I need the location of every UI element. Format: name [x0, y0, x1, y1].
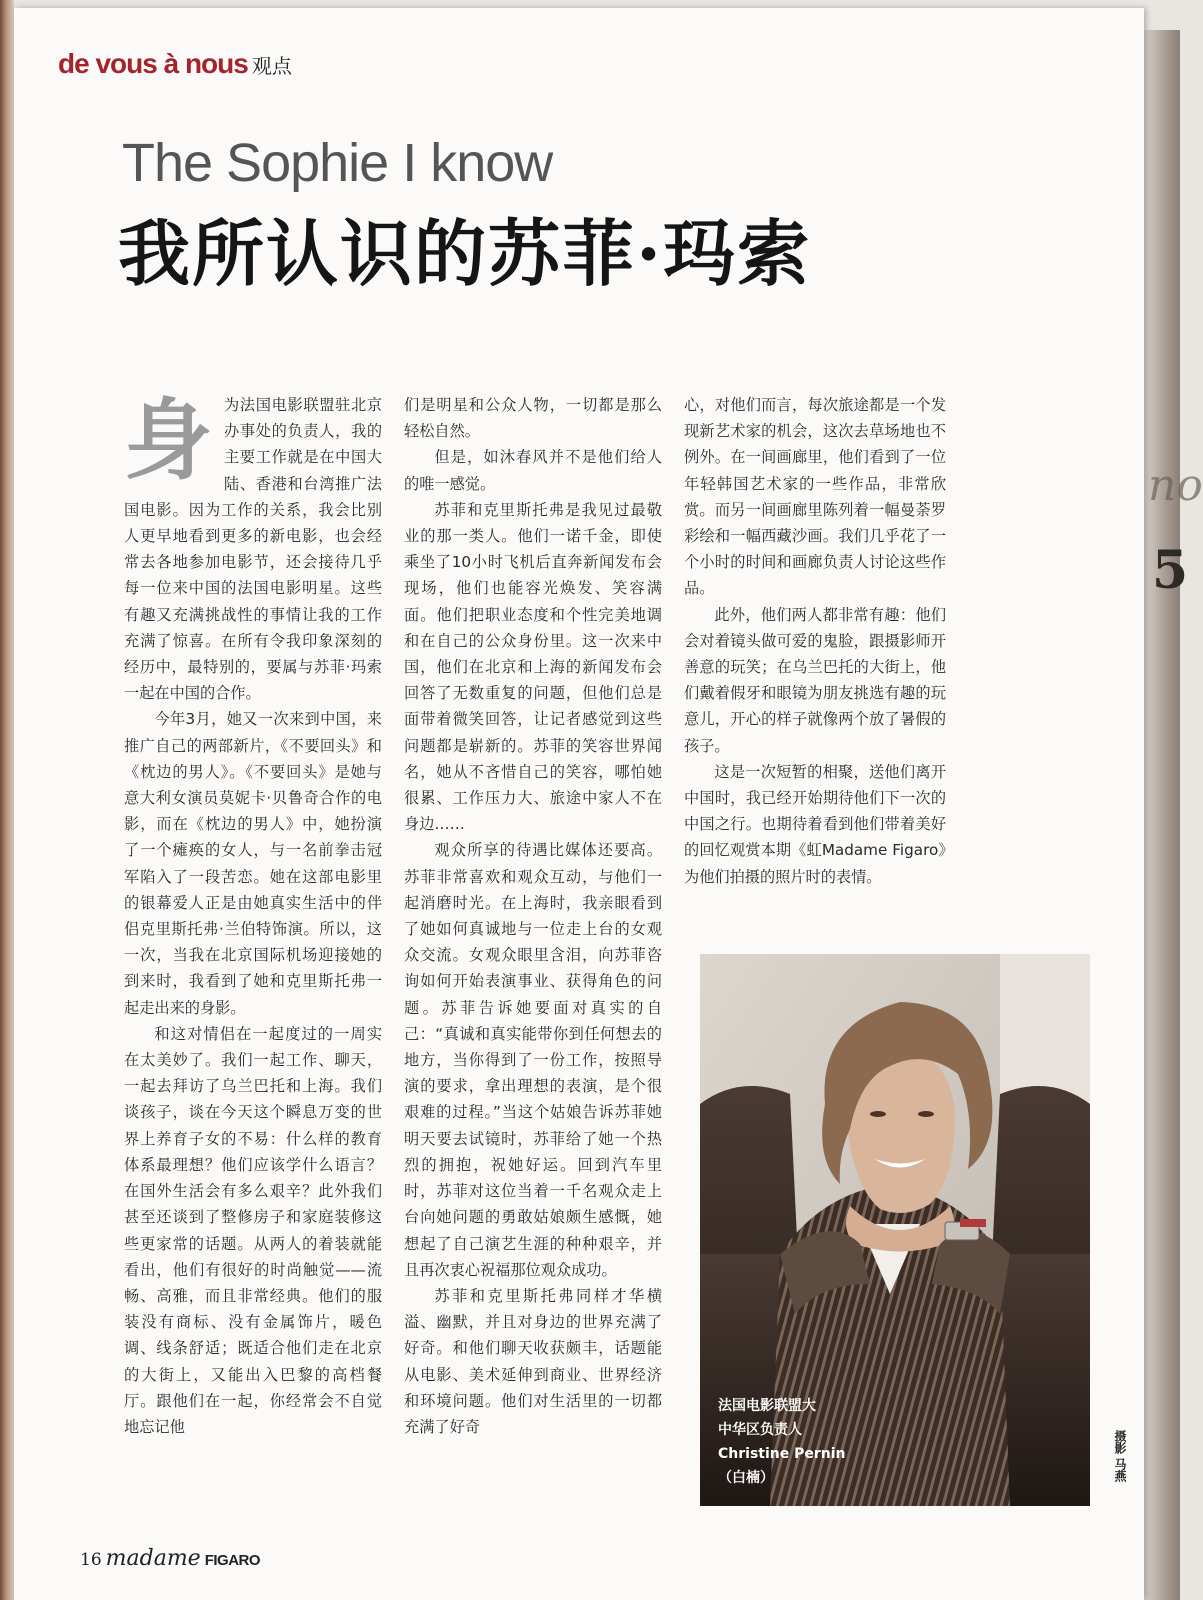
paragraph: 但是，如沐春风并不是他们给人的唯一感觉。: [404, 448, 662, 493]
paragraph: 为法国电影联盟驻北京办事处的负责人，我的主要工作就是在中国大陆、香港和台湾推广法国电影。因为工作的关系，我会比别人更早地看到更多的新电影，也会经常去各地参加电影节，还会接待几乎每一位来中国的法国电影明星。这些有趣又充满挑战性的事情让我的工作充满了惊喜。在所有令我印象深刻的经历中，最特别的，要属与苏菲·玛索一起在中国的合作。: [124, 396, 382, 703]
article-column-3: [684, 392, 946, 890]
magazine-logo: madame: [105, 1546, 201, 1571]
paragraph: 观众所享的待遇比媒体还要高。苏菲非常喜欢和观众互动，与他们一起消磨时光。在上海时，我亲眼看到了她如何真诚地与一位走上台的女观众交流。女观众眼里含泪，向苏菲咨询如何开始表演事业、获得角色的问题。苏菲告诉她要面对真实的自己：“真诚和真实能带你到任何想去的地方，当你得到了一份工作，按照导演的要求，拿出理想的表演，是个很艰难的过程。”当这个姑娘告诉苏菲她明天要去试镜时，苏菲给了她一个热烈的拥抱，祝她好运。回到汽车里时，苏菲对这位当着一千名观众走上台向她问题的勇敢姑娘颇生感慨，她想起了自己演艺生涯的种种艰辛，并且再次衷心祝福那位观众成功。: [404, 841, 662, 1279]
paragraph: 心，对他们而言，每次旅途都是一个发现新艺术家的机会，这次去草场地也不例外。在一间画廊里，他们看到了一位年轻韩国艺术家的一些作品，非常欣赏。而另一间画廊里陈列着一幅曼荼罗彩绘和一幅西藏沙画。我们几乎花了一个小时的时间和画廊负责人讨论这些作品。: [684, 396, 946, 598]
paragraph: 此外，他们两人都非常有趣：他们会对着镜头做可爱的鬼脸，跟摄影师开善意的玩笑；在乌兰巴托的大街上，他们戴着假牙和眼镜为朋友挑选有趣的玩意儿，开心的样子就像两个放了暑假的孩子。: [684, 605, 946, 755]
article-column-1: [124, 388, 382, 1440]
article-title-chinese: 我所认识的苏菲·玛索: [118, 211, 812, 296]
paragraph: 这是一次短暂的相聚，送他们离开中国时，我已经开始期待他们下一次的中国之行。也期待着看到他们带着美好的回忆观赏本期《虹Madame Figaro》为他们拍摄的照片时的表情。: [684, 762, 946, 886]
adjacent-page-edge: no 5: [1144, 30, 1180, 1600]
section-title-french: de vous à nous: [58, 48, 248, 79]
paragraph: 苏菲和克里斯托弗是我见过最敬业的那一类人。他们一诺千金，即使乘坐了10小时飞机后直奔新闻发布会现场，他们也能容光焕发、笑容满面。他们把职业态度和个性完美地调和在自己的公众身份里。这一次来中国，他们在北京和上海的新闻发布会回答了无数重复的问题，但他们总是面带着微笑回答，让记者感觉到这些问题都是崭新的。苏菲的笑容世界闻名，她从不吝惜自己的笑容，哪怕她很累、工作压力大、旅途中家人不在身边……: [404, 500, 662, 834]
photo-caption: [718, 1394, 846, 1490]
article-column-2: [404, 392, 662, 1440]
page-number: 16: [80, 1550, 102, 1570]
photo-credit: 摄影 马燕: [1113, 1430, 1127, 1483]
book-spine: [0, 0, 14, 1600]
section-title-chinese: 观点: [251, 54, 292, 78]
paragraph: 苏菲和克里斯托弗同样才华横溢、幽默，并且对身边的世界充满了好奇。和他们聊天收获颇丰，话题能从电影、美术延伸到商业、世界经济和环境问题。他们对生活里的一切都充满了好奇: [404, 1286, 662, 1436]
paragraph: 今年3月，她又一次来到中国，来推广自己的两部新片，《不要回头》和《枕边的男人》。《不要回头》是她与意大利女演员莫妮卡·贝鲁奇合作的电影，而在《枕边的男人》中，她扮演了一个瘫痪的女人，与一名前拳击冠军陷入了一段苦恋。她在这部电影里的银幕爱人正是由她真实生活中的伴侣克里斯托弗·兰伯特饰演。所以，这一次，当我在北京国际机场迎接她的到来时，我看到了她和克里斯托弗一起走出来的身影。: [124, 710, 382, 1017]
magazine-brand: FIGARO: [204, 1552, 261, 1569]
drop-cap: 身: [124, 388, 213, 492]
section-header: [58, 48, 292, 80]
page-footer: [80, 1546, 260, 1571]
caption-line: 法国电影联盟大: [718, 1398, 816, 1414]
caption-name: Christine Pernin: [718, 1446, 846, 1462]
paragraph: 和这对情侣在一起度过的一周实在太美妙了。我们一起工作、聊天，一起去拜访了乌兰巴托和上海。我们谈孩子，谈在今天这个瞬息万变的世界上养育子女的不易：什么样的教育体系最理想？他们应该学什么语言？在国外生活会有多么艰辛？此外我们甚至还谈到了整修房子和家庭装修这些更家常的话题。从两人的着装就能看出，他们有很好的时尚触觉——流畅、高雅，而且非常经典。他们的服装没有商标、没有金属饰片，暖色调、线条舒适；既适合他们走在北京的大街上，又能出入巴黎的高档餐厅。跟他们在一起，你经常会不自觉地忘记他: [124, 1024, 382, 1436]
caption-line: 中华区负责人: [718, 1422, 802, 1438]
article-title-english: The Sophie I know: [122, 133, 553, 193]
paragraph: 们是明星和公众人物，一切都是那么轻松自然。: [404, 396, 662, 441]
caption-credit: （白楠）: [718, 1470, 774, 1486]
